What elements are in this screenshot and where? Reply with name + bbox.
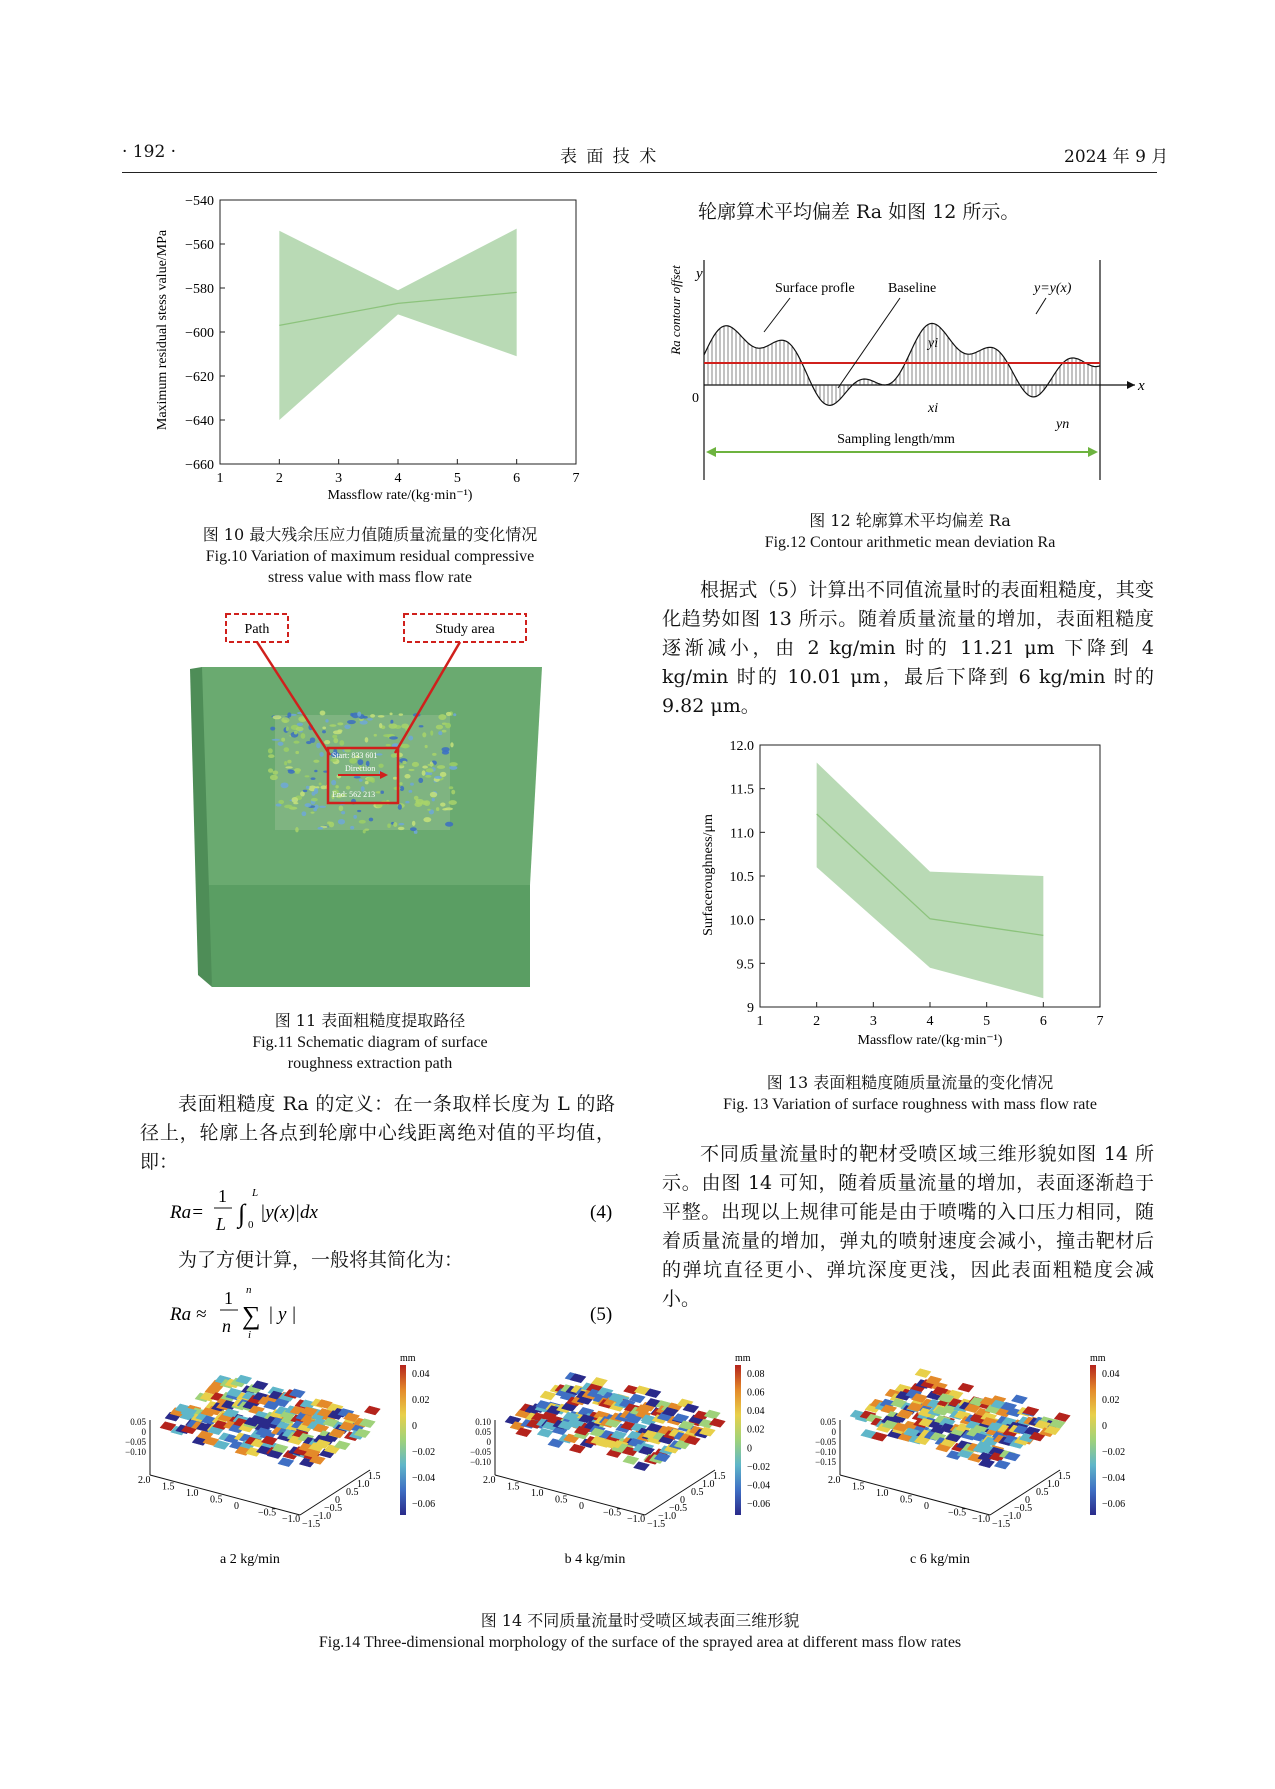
fig12-x: x: [1138, 378, 1145, 394]
fig14-xtick: 1.0: [186, 1488, 199, 1499]
eq5-den: n: [222, 1316, 231, 1336]
fig14-ytick: −0.5: [669, 1503, 688, 1514]
eq5-lhs: Ra ≈: [170, 1304, 207, 1325]
fig14-cbtick: 0.06: [747, 1387, 765, 1399]
fig10-caption-en-2: stress value with mass flow rate: [268, 569, 472, 586]
fig14-panel-0: [120, 1355, 465, 1575]
fig12-caption-en: Fig.12 Contour arithmetic mean deviation Ra: [764, 534, 1056, 551]
fig10-band: [279, 229, 516, 420]
fig14-ytick: 1.0: [357, 1479, 370, 1490]
eq4-lhs: Ra=: [170, 1202, 204, 1223]
fig14-xtick: 1.0: [876, 1488, 889, 1499]
page-number: · 192 ·: [122, 142, 177, 162]
fig14-cbtick: 0.04: [1102, 1369, 1120, 1380]
para-right-2: 不同质量流量时的靶材受喷区域三维形貌如图 14 所示。由图 14 可知，随着质量流量的增加，表面逐渐趋于平整。出现以上规律可能是由于喷嘴的入口压力相同，随着质量流量的增加，弹丸的喷射速度会减小，撞击靶材后的弹坑直径更小、弹坑深度更浅，因此表面粗糙度会减小。: [662, 1143, 1154, 1310]
fig14-ytick: 0: [680, 1495, 685, 1506]
eq5-top: n: [246, 1284, 252, 1296]
fig14-caption-en: Fig.14 Three-dimensional morphology of the surface of the sprayed area at different mass flow rates: [318, 1634, 962, 1651]
fig14-cbtick: −0.02: [1102, 1447, 1126, 1458]
fig12-zero: 0: [692, 391, 699, 406]
fig14-ytick: −1.0: [313, 1511, 332, 1522]
fig14-ztick: 0: [486, 1437, 491, 1447]
fig13-ytick: 11.5: [730, 782, 754, 798]
fig14-ztick: −0.05: [815, 1437, 836, 1447]
fig10-xtick: 1: [216, 471, 224, 486]
fig14-panels: [120, 1355, 1160, 1575]
fig10-caption-cn: 图 10 最大残余压应力值随质量流量的变化情况: [202, 525, 538, 544]
fig14-cbtick: −0.04: [1102, 1473, 1126, 1484]
fig12-xi: xi: [928, 401, 939, 416]
fig14-ztick: 0.05: [475, 1427, 491, 1437]
fig10-ytick: −620: [185, 370, 214, 385]
eq5-number: (5): [590, 1304, 613, 1325]
fig11-path-label: Path: [244, 622, 270, 637]
fig14-xtick: −1.0: [282, 1514, 301, 1525]
fig14-ytick: 0: [1025, 1495, 1030, 1506]
fig14-cbtick: 0.04: [412, 1369, 430, 1380]
fig11-end: End: 562 213: [332, 790, 376, 799]
fig14-ytick: 1.5: [1058, 1471, 1071, 1482]
fig14-caption-cn: 图 14 不同质量流量时受喷区域表面三维形貌: [480, 1611, 800, 1630]
fig14-colorbar: [1090, 1365, 1096, 1515]
fig13-ytick: 10.0: [729, 913, 754, 929]
issue-date: 2024 年 9 月: [1064, 147, 1169, 167]
journal-title: 表 面 技 术: [560, 147, 659, 167]
fig14-ytick: −1.0: [658, 1511, 677, 1522]
fig14-panel-2: [810, 1355, 1155, 1575]
fig14-panel-label: c 6 kg/min: [910, 1552, 970, 1567]
fig14-unit: mm: [400, 1355, 416, 1364]
fig10-ytick: −640: [185, 414, 214, 429]
fig14-ytick: 1.5: [713, 1471, 726, 1482]
fig12-intro: 轮廓算术平均偏差 Ra 如图 12 所示。: [698, 201, 1020, 223]
fig12-surface-label: Surface profle: [775, 281, 855, 296]
fig13-ytick: 11.0: [730, 826, 754, 842]
fig14-xtick: 1.5: [507, 1481, 520, 1493]
fig14-cbtick: 0: [412, 1421, 417, 1432]
fig14-xtick: −0.5: [603, 1507, 622, 1519]
fig12-caption-cn: 图 12 轮廓算术平均偏差 Ra: [809, 511, 1011, 530]
para-left-2: 为了方便计算，一般将其简化为：: [178, 1249, 464, 1271]
fig11-direction: Direction: [345, 764, 376, 773]
fig14-ytick: 1.5: [368, 1471, 381, 1482]
fig13-ytick: 10.5: [729, 870, 754, 885]
fig14-cbtick: −0.02: [747, 1461, 771, 1473]
fig10-plot-frame: [220, 200, 576, 464]
fig10-ytick: −540: [185, 194, 214, 209]
fig14-xtick: −0.5: [948, 1507, 967, 1519]
fig14-ztick: 0: [141, 1427, 146, 1437]
fig11-caption-en-1: Fig.11 Schematic diagram of surface: [252, 1034, 488, 1051]
fig11-study-label: Study area: [435, 622, 495, 637]
fig14-xtick: −0.5: [258, 1507, 277, 1519]
fig11-caption-cn: 图 11 表面粗糙度提取路径: [274, 1011, 466, 1030]
equation-5: [160, 1280, 620, 1344]
fig10-xtick: 2: [275, 471, 283, 486]
fig14-panel-label: a 2 kg/min: [220, 1552, 280, 1567]
fig12-sampling-label: Sampling length/mm: [837, 432, 955, 447]
fig14-ytick: −0.5: [1014, 1503, 1033, 1514]
fig14-ztick: −0.10: [815, 1447, 836, 1457]
fig14-panel-1: [465, 1355, 810, 1575]
fig14-ztick: 0: [831, 1427, 836, 1437]
fig14-xtick: 0: [924, 1501, 929, 1512]
fig14-ytick: 0.5: [691, 1487, 704, 1498]
fig13-chart: [690, 735, 1120, 1055]
fig13-xtick: 4: [926, 1014, 934, 1029]
fig14-ztick: 0.05: [820, 1417, 836, 1427]
fig14-xtick: 0.5: [210, 1494, 223, 1506]
fig14-ytick: −1.5: [302, 1519, 321, 1530]
eq5-body: | y |: [268, 1304, 297, 1325]
fig14-xtick: 2.0: [483, 1475, 496, 1486]
fig14-xtick: 1.5: [162, 1481, 175, 1493]
fig14-xtick: 0: [234, 1501, 239, 1512]
fig10-ytick: −660: [185, 458, 214, 473]
fig10-ytick: −560: [185, 238, 214, 253]
fig14-cbtick: −0.06: [747, 1499, 771, 1510]
fig13-xtick: 1: [756, 1014, 764, 1029]
fig14-xtick: −1.0: [972, 1514, 991, 1525]
fig14-cbtick: 0.02: [412, 1395, 430, 1406]
fig10-ytick: −580: [185, 282, 214, 297]
fig10-ylabel: Maximum residual stess value/MPa: [155, 229, 170, 431]
fig13-xtick: 2: [813, 1014, 821, 1029]
fig13-xtick: 6: [1039, 1014, 1047, 1029]
fig14-ztick: −0.10: [125, 1447, 146, 1457]
fig12-y: y: [696, 266, 703, 282]
fig13-xtick: 3: [869, 1014, 877, 1029]
fig10-ytick: −600: [185, 326, 214, 341]
fig14-xtick: 0: [579, 1501, 584, 1512]
eq4-body: |y(x)|dx: [260, 1202, 318, 1223]
fig14-ztick: −0.05: [470, 1447, 491, 1457]
fig10-xtick: 7: [572, 471, 580, 486]
fig12-ylabel: Ra contour offset: [668, 265, 683, 355]
eq4-lim-lo: 0: [248, 1219, 254, 1231]
fig13-caption-cn: 图 13 表面粗糙度随质量流量的变化情况: [766, 1073, 1054, 1092]
fig12-yi: yi: [928, 336, 939, 351]
fig14-ztick: −0.15: [815, 1457, 836, 1467]
fig14-ytick: 0.5: [346, 1487, 359, 1498]
fig14-unit: mm: [735, 1355, 751, 1364]
fig14-cbtick: 0.02: [747, 1424, 765, 1436]
fig14-ztick: 0.10: [475, 1417, 491, 1427]
fig13-caption-en: Fig. 13 Variation of surface roughness with mass flow rate: [723, 1096, 1097, 1113]
fig14-cbtick: −0.02: [412, 1447, 436, 1458]
fig14-ztick: −0.10: [470, 1457, 491, 1467]
fig10-xtick: 4: [394, 471, 402, 486]
fig12-profile-curve: [704, 323, 1100, 405]
fig12-yn: yn: [1056, 417, 1070, 432]
fig14-cbtick: 0.04: [747, 1406, 765, 1418]
fig14-cbtick: −0.06: [1102, 1499, 1126, 1510]
fig14-xtick: 0.5: [555, 1494, 568, 1506]
eq4-den: L: [216, 1214, 227, 1234]
fig14-xtick: 1.5: [852, 1481, 865, 1493]
fig14-colorbar: [400, 1365, 406, 1515]
fig10-caption-en-1: Fig.10 Variation of maximum residual compressive: [205, 548, 535, 565]
fig14-ytick: −1.5: [992, 1519, 1011, 1530]
fig14-ytick: 0.5: [1036, 1487, 1049, 1498]
fig14-cbtick: 0: [1102, 1421, 1107, 1432]
eq5-bot: i: [248, 1329, 252, 1341]
fig14-ytick: 1.0: [1047, 1479, 1060, 1490]
fig11-caption-en-2: roughness extraction path: [287, 1055, 453, 1072]
fig10-chart: [150, 190, 590, 520]
eq4-integral: ∫: [238, 1199, 246, 1228]
fig12-yx-label: y=y(x): [1034, 281, 1072, 296]
fig14-cbtick: 0.02: [1102, 1395, 1120, 1406]
fig14-ytick: −0.5: [324, 1503, 343, 1514]
para-right-1: 根据式（5）计算出不同值流量时的表面粗糙度，其变化趋势如图 13 所示。随着质量流量的增加，表面粗糙度逐渐减小，由 2 kg/min 时的 11.21 μm 下降到 4 kg/min 时的 10.01 μm，最后下降到 6 kg/min 时的 9.82 μm。: [662, 579, 1154, 717]
fig13-xlabel: Massflow rate/(kg·min⁻¹): [857, 1033, 1003, 1048]
fig14-ytick: −1.5: [647, 1519, 666, 1530]
fig13-ytick: 9: [747, 1001, 754, 1016]
fig14-ytick: 1.0: [702, 1479, 715, 1490]
fig14-colorbar: [735, 1365, 741, 1515]
fig11-front-face: [202, 885, 530, 987]
fig14-xtick: 2.0: [828, 1475, 841, 1486]
fig10-xlabel: Massflow rate/(kg·min⁻¹): [327, 488, 473, 503]
eq5-num: 1: [224, 1288, 233, 1308]
fig14-xtick: 1.0: [531, 1488, 544, 1499]
fig12-baseline-label: Baseline: [888, 281, 937, 296]
header-rule: [122, 172, 1157, 173]
fig10-xtick: 5: [453, 471, 461, 486]
fig13-xtick: 7: [1096, 1014, 1104, 1029]
fig14-unit: mm: [1090, 1355, 1106, 1364]
fig13-ytick: 9.5: [736, 957, 754, 973]
fig13-xtick: 5: [983, 1014, 991, 1029]
eq4-num: 1: [218, 1186, 227, 1206]
fig14-cbtick: −0.04: [412, 1473, 436, 1484]
eq4-lim-up: L: [252, 1187, 259, 1199]
fig14-panel-label: b 4 kg/min: [564, 1552, 626, 1567]
fig14-cbtick: −0.06: [412, 1499, 436, 1510]
fig13-ytick: 12.0: [729, 739, 754, 754]
eq5-sigma: ∑: [242, 1301, 261, 1330]
fig14-ytick: 0: [335, 1495, 340, 1506]
fig11-diagram: [190, 605, 550, 995]
eq4-number: (4): [590, 1202, 613, 1223]
fig14-cbtick: −0.04: [747, 1480, 771, 1492]
fig14-ytick: −1.0: [1003, 1511, 1022, 1522]
equation-4: [160, 1180, 620, 1240]
fig14-xtick: −1.0: [627, 1514, 646, 1525]
fig10-xtick: 3: [335, 471, 343, 486]
fig13-ylabel: Surfaceroughness/μm: [701, 814, 716, 936]
fig12-diagram: [660, 240, 1160, 490]
fig14-xtick: 2.0: [138, 1475, 151, 1486]
fig10-xtick: 6: [513, 471, 521, 486]
fig14-xtick: 0.5: [900, 1494, 913, 1506]
fig14-ztick: 0.05: [130, 1417, 146, 1427]
fig14-ztick: −0.05: [125, 1437, 146, 1447]
fig14-cbtick: 0.08: [747, 1369, 765, 1380]
fig13-band: [817, 762, 1044, 998]
para-left-1: 表面粗糙度 Ra 的定义：在一条取样长度为 L 的路径上，轮廓上各点到轮廓中心线距离绝对值的平均值，即：: [140, 1093, 615, 1173]
fig11-start: Start: 833 601: [332, 751, 378, 760]
fig14-cbtick: 0: [747, 1443, 752, 1455]
